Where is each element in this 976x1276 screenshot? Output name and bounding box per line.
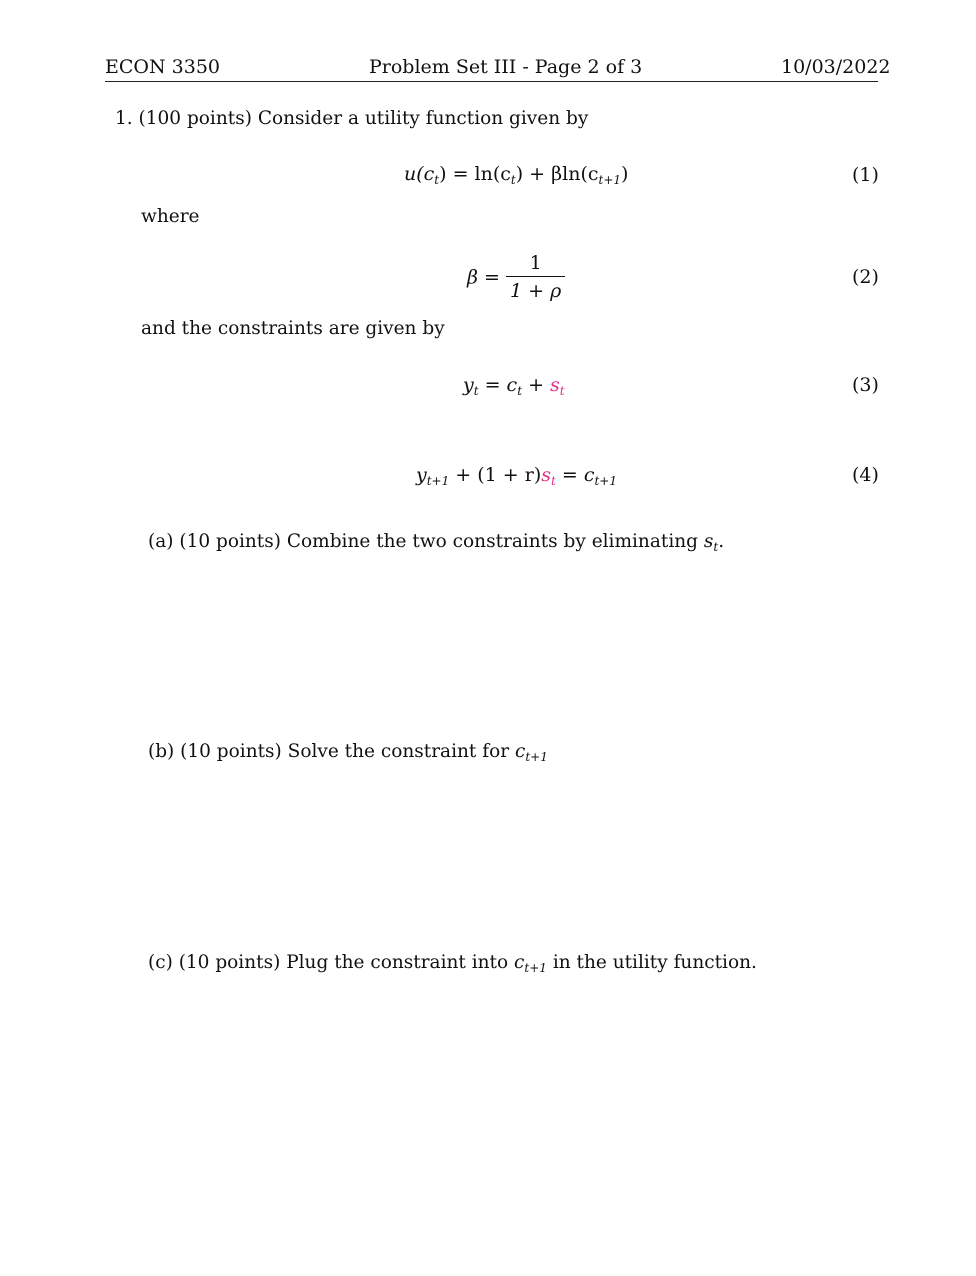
equation-3: $y_t = c_t + s_t$	[463, 374, 565, 398]
header-course: ECON 3350	[105, 56, 221, 78]
equation-3-tag: (3)	[852, 374, 879, 396]
equation-4: $y_{t+1} + (1 + r)s_t = c_{t+1}$	[416, 464, 617, 488]
where-text: where	[141, 206, 200, 227]
equation-1-tag: (1)	[852, 164, 879, 186]
problem-points: (100 points)	[138, 108, 252, 129]
constraints-intro: and the constraints are given by	[141, 318, 445, 339]
part-c: (c) (10 points) Plug the constraint into $c_{t+1}$ in the utility function.	[148, 952, 757, 975]
part-a: (a) (10 points) Combine the two constraints by eliminating $s_t$.	[148, 531, 725, 554]
equation-1: $u(c_t) = \ln(c_t) + \beta\ln(c_{t+1})$	[404, 163, 629, 187]
equation-4-tag: (4)	[852, 464, 879, 486]
savings-variable: s	[541, 464, 552, 486]
header-date: 10/03/2022	[781, 56, 891, 78]
header-title: Problem Set III - Page 2 of 3	[369, 56, 643, 78]
savings-variable: s	[550, 374, 560, 396]
problem-intro: Consider a utility function given by	[257, 108, 589, 129]
problem-statement	[115, 108, 588, 129]
beta-fraction: $\frac{1}{1 + \rho}$	[506, 250, 565, 305]
header-rule	[105, 81, 878, 82]
problem-number: 1.	[115, 108, 133, 129]
equation-2-tag: (2)	[852, 266, 879, 288]
part-b: (b) (10 points) Solve the constraint for $c_{t+1}$	[148, 741, 548, 764]
equation-2: β = $\frac{1}{1 + \rho}$	[467, 250, 565, 305]
